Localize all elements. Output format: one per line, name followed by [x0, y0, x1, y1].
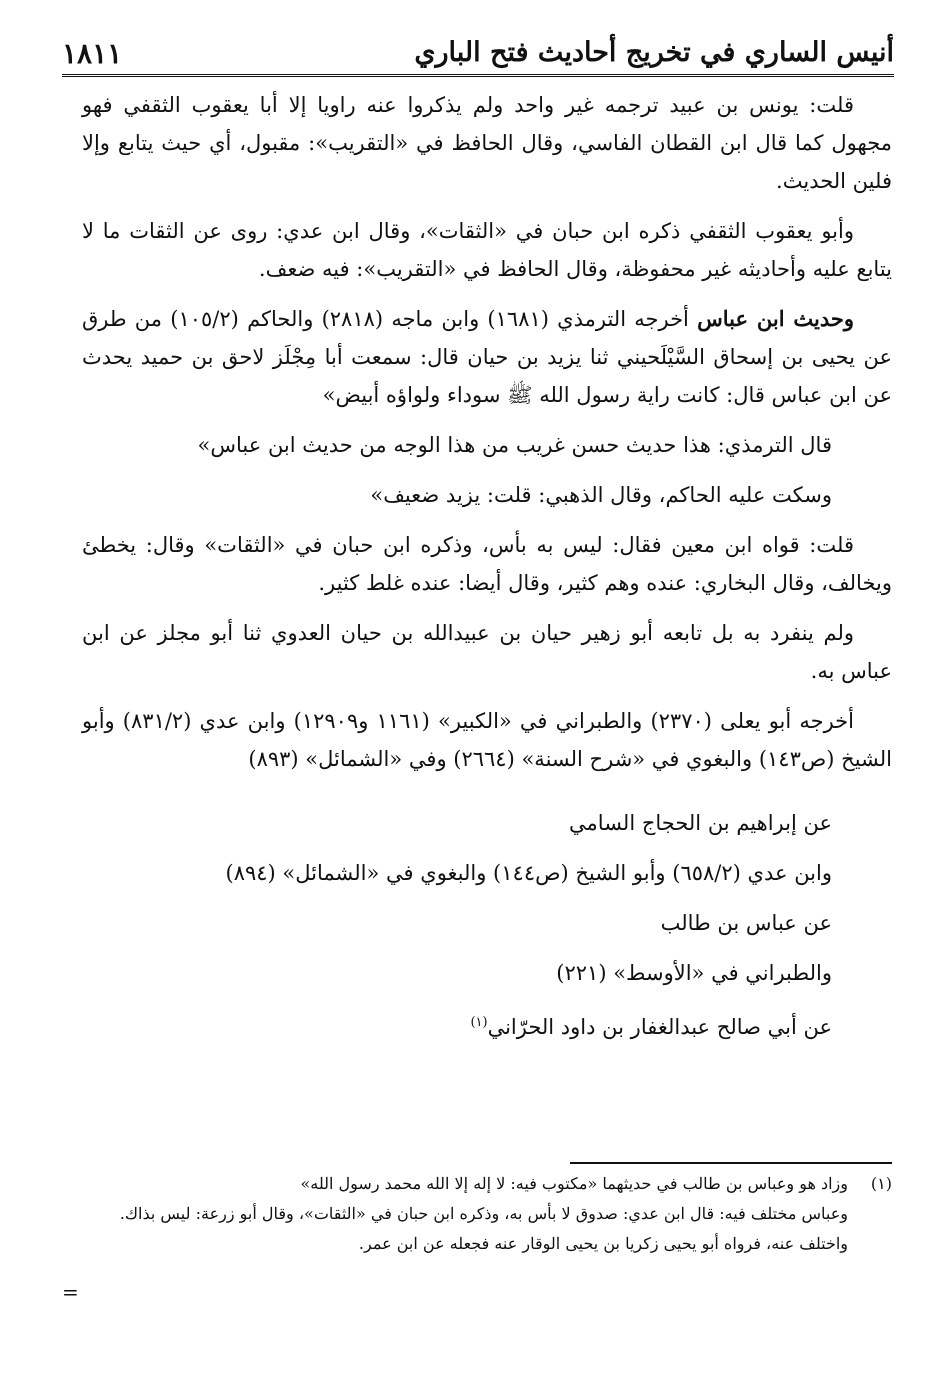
paragraph: قال الترمذي: هذا حديث حسن غريب من هذا الوجه من حديث ابن عباس» [197, 433, 832, 457]
continuation-mark: = [62, 1280, 79, 1304]
chain-line: وابن عدي (٦٥٨/٢) وأبو الشيخ (ص١٤٤) والبغوي في «الشمائل» (٨٩٤) [225, 861, 832, 885]
chain-line: عن عباس بن طالب [660, 911, 832, 935]
footnote-text: وزاد هو وعباس بن طالب في حديثهما «مكتوب فيه: لا إله إلا الله محمد رسول الله» [300, 1174, 848, 1193]
chain-line [82, 1004, 892, 1046]
paragraph-text: أخرجه الترمذي (١٦٨١) وابن ماجه (٢٨١٨) والحاكم (١٠٥/٢) من طرق عن يحيى بن إسحاق السَّيْلَحيني ثنا يزيد بن حيان قال: سمعت أبا مِجْلَز لاحق بن حميد يحدث عن ابن عباس قال: كانت راية رسول الله ﷺ سوداء ولواؤه أبيض» [82, 307, 892, 407]
footnote-number: (١) [870, 1174, 892, 1193]
chain-text: عن أبي صالح عبدالغفار بن داود الحرّاني [487, 1015, 832, 1039]
paragraph: قلت: يونس بن عبيد ترجمه غير واحد ولم يذكروا عنه راويا إلا أبا يعقوب الثقفي فهو مجهول كما قال ابن القطان الفاسي، وقال الحافظ في «التقريب»: مقبول، أي حيث يتابع وإلا فلين الحديث. [82, 93, 892, 193]
footnote-divider [570, 1162, 892, 1164]
chain-line: والطبراني في «الأوسط» (٢٢١) [556, 961, 832, 985]
paragraph: وأبو يعقوب الثقفي ذكره ابن حبان في «الثقات»، وقال ابن عدي: روى عن الثقات ما لا يتابع عليه وأحاديثه غير محفوظة، وقال الحافظ في «التقريب»: فيه ضعف. [82, 219, 892, 281]
paragraph: قلت: قواه ابن معين فقال: ليس به بأس، وذكره ابن حبان في «الثقات» وقال: يخطئ ويخالف، وقال البخاري: عنده وهم كثير، وقال أيضا: عنده غلط كثير. [82, 533, 892, 595]
footnotes [82, 1170, 892, 1260]
paragraph: وسكت عليه الحاكم، وقال الذهبي: قلت: يزيد ضعيف» [370, 483, 832, 507]
paragraph [82, 300, 892, 414]
page-number: ١٨١١ [62, 37, 123, 70]
footnote-reference[interactable]: (١) [470, 1015, 488, 1030]
footnote-continuation: وعباس مختلف فيه: قال ابن عدي: صدوق لا بأس به، وذكره ابن حبان في «الثقات»، وقال أبو زرعة: ليس بذاك. [119, 1204, 848, 1223]
hadith-heading: وحديث ابن عباس [697, 306, 855, 331]
running-header [62, 28, 894, 77]
chain-line: عن إبراهيم بن الحجاج السامي [569, 811, 832, 835]
paragraph: أخرجه أبو يعلى (٢٣٧٠) والطبراني في «الكبير» (١١٦١ و١٢٩٠٩) وابن عدي (٨٣١/٢) وأبو الشيخ (ص١٤٣) والبغوي في «شرح السنة» (٢٦٦٤) وفي «الشمائل» (٨٩٣) [82, 709, 892, 771]
main-text [82, 86, 892, 1058]
footnote [82, 1170, 892, 1198]
book-title: أنيس الساري في تخريج أحاديث فتح الباري [414, 37, 894, 68]
paragraph: ولم ينفرد به بل تابعه أبو زهير حيان بن عبيدالله بن حيان العدوي ثنا أبو مجلز عن ابن عباس به. [82, 621, 892, 683]
footnote-continuation: واختلف عنه، فرواه أبو يحيى زكريا بن يحيى الوقار عنه فجعله عن ابن عمر. [358, 1234, 848, 1253]
